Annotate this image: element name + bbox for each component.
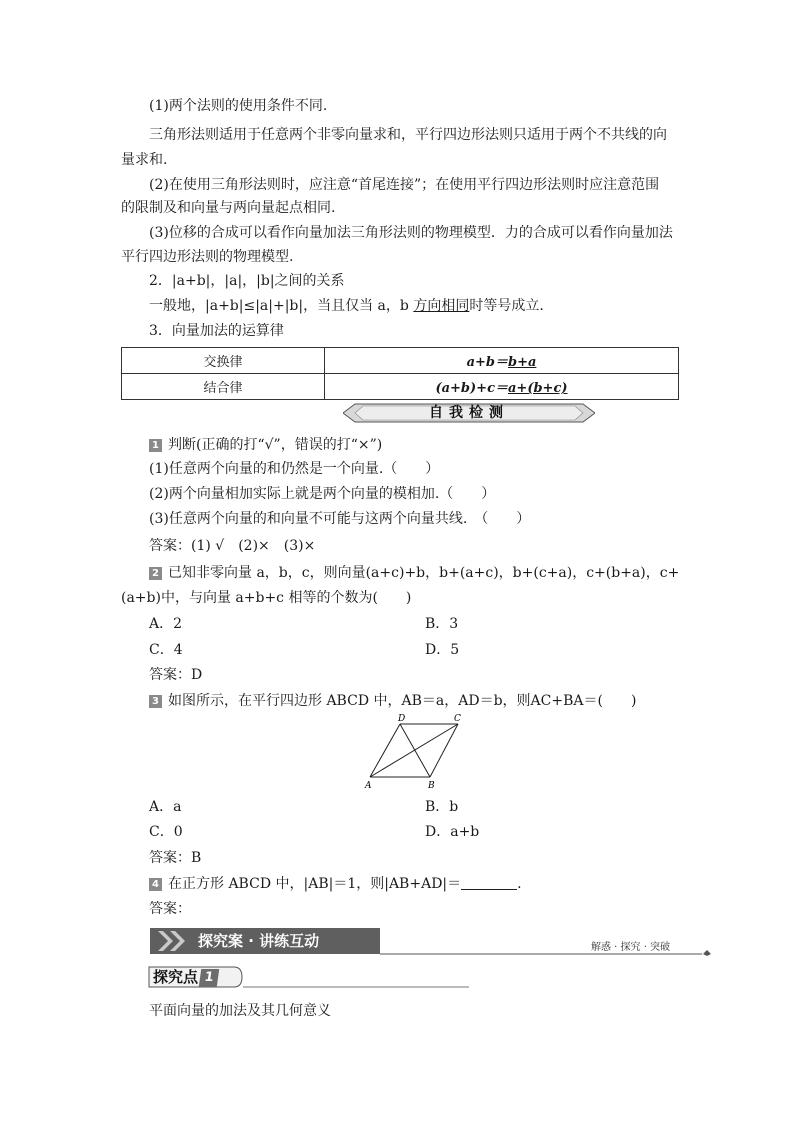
q1-stem: 判断(正确的打“√”，错误的打“×”): [168, 437, 383, 453]
side-da: [370, 724, 400, 777]
point-underline: [243, 985, 473, 989]
section-header-bar: [150, 928, 380, 954]
parallelogram-figure: [360, 712, 470, 794]
q2-stem-a: 已知非零向量 a，b，c，则向量(a+c)+b，b+(a+c)，b+(c+a)，c+(b+a)，c+: [168, 565, 680, 581]
section-title: 探究案 · 讲练互动: [198, 932, 320, 950]
summary-p2-line2: 量求和.: [121, 152, 168, 168]
question-number-badge: 1: [149, 439, 162, 452]
law-name: 结合律: [122, 374, 325, 400]
question-number-badge: 2: [149, 567, 162, 580]
vertex-label-c: C: [454, 714, 461, 724]
diamond-icon: [703, 950, 711, 956]
point-label: 探究点: [153, 968, 199, 986]
law-formula: a+b＝b+a: [325, 348, 679, 374]
q3-answer: 答案：B: [149, 850, 202, 866]
q2-answer: 答案：D: [149, 667, 203, 683]
q1-item-1: (1)任意两个向量的和仍然是一个向量.（ ）: [149, 461, 440, 477]
law-name: 交换律: [122, 348, 325, 374]
laws-heading: 3．向量加法的运算律: [149, 323, 284, 339]
q2-option-a: A．2: [149, 616, 183, 632]
q3-option-d: D．a+b: [425, 824, 480, 840]
q2-option-c: C．4: [149, 642, 183, 658]
self-check-banner: [343, 402, 595, 424]
point-number-badge: 1: [199, 969, 220, 987]
exploration-topic: 平面向量的加法及其几何意义: [149, 1003, 331, 1019]
summary-p2-line1: 三角形法则适用于任意两个非零向量求和，平行四边形法则只适用于两个不共线的向: [149, 127, 667, 143]
q2-option-b: B．3: [425, 616, 459, 632]
diagonal-bd: [400, 724, 430, 777]
q4-stem-suffix: .: [517, 876, 522, 892]
q3-option-c: C．0: [149, 824, 183, 840]
q1-item-3: (3)任意两个向量的和向量不可能与这两个向量共线. （ ）: [149, 511, 531, 527]
relation-heading: 2．|a+b|，|a|，|b|之间的关系: [149, 273, 345, 289]
q4-answer-blank[interactable]: [461, 875, 517, 890]
summary-p4-line2: 平行四边形法则的物理模型.: [121, 249, 294, 265]
summary-p3-line2: 的限制及和向量与两向量起点相同.: [121, 200, 336, 216]
relation-text-prefix: 一般地，|a+b|≤|a|+|b|，当且仅当 a，b: [149, 298, 414, 314]
q2-stem-line1: [149, 563, 679, 583]
laws-table: [121, 347, 679, 400]
relation-text-suffix: 时等号成立.: [469, 298, 544, 314]
laws-row-associative: [122, 374, 679, 400]
q3-stem-line: [149, 691, 636, 711]
banner-title: 自我检测: [429, 405, 509, 421]
laws-row-commutative: [122, 348, 679, 374]
law-formula: (a+b)+c＝a+(b+c): [325, 374, 679, 400]
q2-stem-line2: (a+b)中，与向量 a+b+c 相等的个数为( ): [121, 590, 412, 606]
relation-text: [149, 296, 544, 316]
q4-stem-line: [149, 874, 522, 894]
q4-stem-prefix: 在正方形 ABCD 中，|AB|＝1，则|AB+AD|＝: [168, 876, 462, 892]
question-number-badge: 4: [149, 878, 162, 891]
section-subtitle: 解惑 · 探究 · 突破: [591, 942, 671, 953]
summary-p3-line1: (2)在使用三角形法则时，应注意“首尾连接”；在使用平行四边形法则时应注意范围: [149, 177, 660, 193]
q4-answer: 答案：: [149, 901, 191, 917]
q3-stem: 如图所示，在平行四边形 ABCD 中，AB＝a，AD＝b，则AC+BA＝( ): [168, 693, 637, 709]
vertex-label-a: A: [365, 781, 372, 791]
q1-item-2: (2)两个向量相加实际上就是两个向量的模相加.（ ）: [149, 486, 496, 502]
summary-p1: (1)两个法则的使用条件不同.: [149, 98, 328, 114]
summary-p4-line1: (3)位移的合成可以看作向量加法三角形法则的物理模型．力的合成可以看作向量加法: [149, 225, 673, 241]
diagonal-ac: [370, 724, 458, 777]
q3-option-b: B．b: [425, 799, 459, 815]
q3-option-a: A．a: [149, 799, 182, 815]
vertex-label-d: D: [398, 714, 406, 724]
vertex-label-b: B: [428, 781, 435, 791]
q2-option-d: D．5: [425, 642, 460, 658]
relation-text-underlined: 方向相同: [413, 298, 470, 314]
question-number-badge: 3: [149, 695, 162, 708]
q1-answer: 答案：(1) √ (2)× (3)×: [149, 538, 316, 554]
q1-stem-line: [149, 435, 382, 455]
exploration-point-label: [148, 966, 243, 988]
